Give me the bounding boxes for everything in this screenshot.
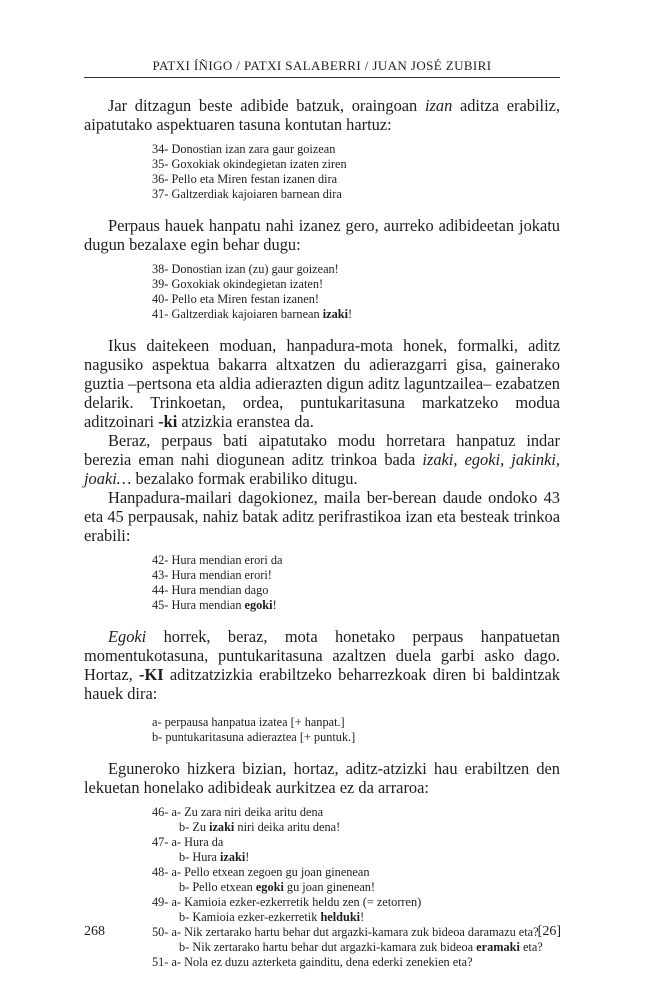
running-header: PATXI ÍÑIGO / PATXI SALABERRI / JUAN JOSÉ ZUBIRI bbox=[152, 58, 492, 73]
example-list-46-51 bbox=[152, 805, 560, 970]
page-number: 268 bbox=[84, 924, 105, 939]
bold-term: -ki bbox=[158, 412, 178, 431]
text-span: b- Zu bbox=[179, 820, 210, 834]
text-span: Jar ditzagun beste adibide batzuk, oraingoan bbox=[108, 96, 425, 115]
bold-term: izaki bbox=[322, 307, 348, 321]
bold-term: eramaki bbox=[476, 940, 520, 954]
text-span: niri deika aritu dena! bbox=[234, 820, 341, 834]
example-47a: 47- a- Hura da bbox=[152, 835, 224, 849]
text-span: ! bbox=[360, 910, 365, 924]
text-span: 45- Hura mendian bbox=[152, 598, 245, 612]
text-span: b- Pello etxean bbox=[179, 880, 256, 894]
example-42: 42- Hura mendian erori da bbox=[152, 553, 283, 567]
text-span: horrek, beraz, mota honetako perpaus hanpatuetan momentukotasuna, puntukaritasuna azaltzen duela garbi asko dago. Hortaz, bbox=[84, 627, 560, 684]
example-list-38-41 bbox=[152, 262, 560, 322]
text-span: ! bbox=[348, 307, 353, 321]
paragraph-5: Hanpadura-mailari dagokionez, maila ber-berean daude ondoko 43 eta 45 perpausak, nahiz batak aditz perifrastikoa izan eta besteak trinkoa erabili: bbox=[84, 488, 560, 545]
example-43: 43- Hura mendian erori! bbox=[152, 568, 272, 582]
example-49a: 49- a- Kamioia ezker-ezkerretik heldu zen (= zetorren) bbox=[152, 895, 422, 909]
body-text bbox=[84, 96, 560, 980]
text-span: ! bbox=[245, 850, 250, 864]
bold-term: -KI bbox=[139, 665, 164, 684]
header-rule bbox=[84, 77, 560, 78]
example-44: 44- Hura mendian dago bbox=[152, 583, 269, 597]
bold-term: izaki bbox=[219, 850, 246, 864]
text-span: gu joan ginenean! bbox=[283, 880, 376, 894]
paragraph-2: Perpaus hauek hanpatu nahi izanez gero, aurreko adibideetan jokatu dugun bezalaxe egin behar dugu: bbox=[84, 216, 560, 254]
example-41 bbox=[152, 307, 560, 322]
example-51a: 51- a- Nola ez duzu azterketa gainditu, dena ederki zenekien eta? bbox=[152, 955, 473, 969]
text-span: Ikus daitekeen moduan, hanpadura-mota honek, formalki, aditz nagusiko aspektua bakarra altxatzen du adierazgarri gisa, gainerako guztia –pertsona eta aldia adierazten digun aditz laguntzailea– ezabatzen delarik. Trinkoetan, ordea, puntukaritasuna markatzeko modua aditzoinari bbox=[84, 336, 560, 431]
text-span: 41- Galtzerdiak kajoiaren barnean bbox=[152, 307, 323, 321]
condition-a: a- perpausa hanpatua izatea [+ hanpat.] bbox=[152, 715, 345, 729]
text-span: Beraz, perpaus bati aipatutako modu horretara hanpatuz indar berezia eman nahi diogunean aditz trinkoa bada bbox=[84, 431, 560, 469]
italic-term: izaki, egoki, jakinki, joaki… bbox=[84, 450, 561, 488]
italic-term: izan bbox=[424, 96, 453, 115]
paragraph-7: Eguneroko hizkera bizian, hortaz, aditz-atzizki hau erabiltzen den lekuetan honelako adibideak aurkitzea ez da arraroa: bbox=[84, 759, 560, 797]
text-span: ! bbox=[272, 598, 277, 612]
text-span: atzizkia eranstea da. bbox=[177, 412, 314, 431]
example-46b bbox=[152, 820, 560, 835]
example-36: 36- Pello eta Miren festan izanen dira bbox=[152, 172, 338, 186]
example-48a: 48- a- Pello etxean zegoen gu joan ginenean bbox=[152, 865, 370, 879]
example-39: 39- Goxokiak okindegietan izaten! bbox=[152, 277, 324, 291]
text-span: eta? bbox=[519, 940, 543, 954]
text-span: b- Hura bbox=[179, 850, 220, 864]
example-list-42-45 bbox=[152, 553, 560, 613]
text-span: aditzatzizkia erabiltzeko beharrezkoak diren bi baldintzak hauek dira: bbox=[84, 665, 560, 703]
bold-term: egoki bbox=[244, 598, 273, 612]
example-40: 40- Pello eta Miren festan izanen! bbox=[152, 292, 319, 306]
paragraph-4 bbox=[84, 431, 560, 488]
text-span: bezalako formak erabiliko ditugu. bbox=[131, 469, 358, 488]
bold-term: helduki bbox=[320, 910, 361, 924]
text-span: aditza erabiliz, aipatutako aspektuaren tasuna kontutan hartuz: bbox=[84, 96, 561, 134]
text-span: b- Nik zertarako hartu behar dut argazki-kamara zuk bideoa bbox=[179, 940, 477, 954]
bold-term: izaki bbox=[209, 820, 235, 834]
example-46a: 46- a- Zu zara niri deika aritu dena bbox=[152, 805, 324, 819]
example-45 bbox=[152, 598, 560, 613]
paragraph-1 bbox=[84, 96, 560, 134]
example-50b bbox=[152, 940, 560, 955]
paragraph-3 bbox=[84, 336, 560, 431]
example-37: 37- Galtzerdiak kajoiaren barnean dira bbox=[152, 187, 342, 201]
page-reference: [26] bbox=[537, 924, 561, 939]
example-38: 38- Donostian izan (zu) gaur goizean! bbox=[152, 262, 339, 276]
condition-list bbox=[152, 715, 560, 745]
bold-term: egoki bbox=[255, 880, 284, 894]
paragraph-6 bbox=[84, 627, 560, 703]
italic-term: Egoki bbox=[108, 627, 147, 646]
example-35: 35- Goxokiak okindegietan izaten ziren bbox=[152, 157, 347, 171]
example-50a: 50- a- Nik zertarako hartu behar dut argazki-kamara zuk bideoa daramazu eta? bbox=[152, 925, 539, 939]
example-34: 34- Donostian izan zara gaur goizean bbox=[152, 142, 336, 156]
text-span: b- Kamioia ezker-ezkerretik bbox=[179, 910, 321, 924]
example-49b bbox=[152, 910, 560, 925]
example-48b bbox=[152, 880, 560, 895]
example-list-34-37 bbox=[152, 142, 560, 202]
condition-b: b- puntukaritasuna adieraztea [+ puntuk.] bbox=[152, 730, 356, 744]
example-47b bbox=[152, 850, 560, 865]
